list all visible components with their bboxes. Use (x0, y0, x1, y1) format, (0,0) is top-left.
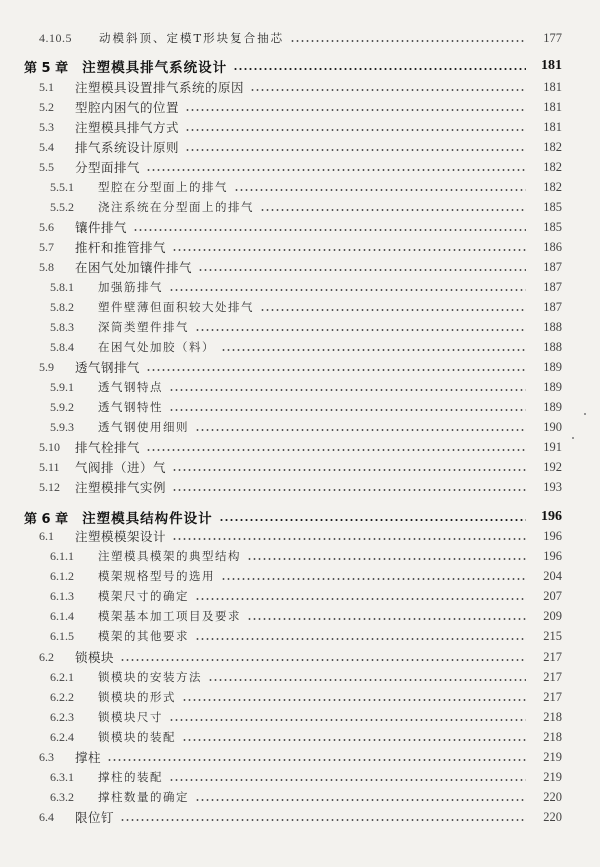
toc-page: 196 (543, 528, 562, 543)
dot-leader (247, 558, 526, 560)
toc-entry-6-1[interactable] (0, 526, 600, 546)
toc-page: 187 (543, 279, 562, 294)
toc-number: 5.7 (39, 239, 54, 254)
paper-speck (572, 437, 574, 439)
toc-entry-5-12[interactable] (0, 477, 600, 497)
toc-entry-6-2-2[interactable] (0, 687, 600, 707)
toc-entry-5-8[interactable] (0, 257, 600, 277)
dot-leader (185, 129, 526, 131)
toc-title: 在困气处加镶件排气 (75, 260, 193, 275)
toc-title: 模架规格型号的选用 (98, 569, 215, 583)
toc-page: 196 (543, 548, 562, 563)
toc-entry-5-11[interactable] (0, 457, 600, 477)
toc-number: 5.8.2 (50, 299, 74, 314)
dot-leader (260, 209, 526, 211)
toc-entry-6-2[interactable] (0, 647, 600, 667)
dot-leader (169, 409, 526, 411)
toc-number: 5.8.3 (50, 319, 74, 334)
dot-leader (198, 269, 526, 271)
toc-title: 在困气处加胶（料） (98, 340, 215, 354)
dot-leader (172, 538, 526, 540)
toc-title: 注塑模模架设计 (75, 529, 167, 544)
dot-leader (247, 618, 526, 620)
dot-leader (172, 489, 526, 491)
toc-number: 6.1.2 (50, 568, 74, 583)
toc-title: 分型面排气 (75, 160, 141, 175)
toc-entry-5-8-3[interactable] (0, 317, 600, 337)
toc-number: 6.2 (39, 649, 54, 664)
toc-title: 注塑模具模架的典型结构 (98, 549, 241, 563)
toc-entry-5-9-3[interactable] (0, 417, 600, 437)
toc-entry-5-10[interactable] (0, 437, 600, 457)
toc-entry-6-1-5[interactable] (0, 626, 600, 646)
toc-number: 5.12 (39, 479, 60, 494)
dot-leader (182, 699, 526, 701)
dot-leader (120, 659, 526, 661)
toc-title: 锁模块尺寸 (98, 710, 163, 724)
toc-entry-5-2[interactable] (0, 97, 600, 117)
dot-leader (195, 638, 526, 640)
toc-title: 注塑模具排气方式 (75, 120, 180, 135)
toc-page: 181 (543, 99, 562, 114)
dot-leader (233, 68, 526, 70)
dot-leader (120, 819, 526, 821)
dot-leader (107, 759, 526, 761)
toc-entry-5-8-4[interactable] (0, 337, 600, 357)
toc-number: 5.5 (39, 159, 54, 174)
dot-leader (195, 429, 526, 431)
toc-page: 192 (543, 459, 562, 474)
toc-page: 215 (543, 628, 562, 643)
dot-leader (290, 40, 526, 42)
toc-title: 动模斜顶、定模T形块复合抽芯 (99, 31, 285, 45)
toc-number: 5.10 (39, 439, 60, 454)
dot-leader (185, 149, 526, 151)
dot-leader (195, 329, 526, 331)
toc-page: 187 (543, 259, 562, 274)
toc-page: 188 (543, 319, 562, 334)
toc-entry-5-5-1[interactable] (0, 177, 600, 197)
toc-page: 217 (543, 669, 562, 684)
toc-number: 6.3 (39, 749, 54, 764)
toc-title: 浇注系统在分型面上的排气 (98, 200, 254, 214)
toc-title: 镶件排气 (75, 220, 128, 235)
dot-leader (250, 89, 526, 91)
toc-entry-5-9-1[interactable] (0, 377, 600, 397)
dot-leader (169, 389, 526, 391)
toc-number: 5.2 (39, 99, 54, 114)
toc-entry-6-3-1[interactable] (0, 767, 600, 787)
dot-leader (221, 578, 526, 580)
toc-number: 5.3 (39, 119, 54, 134)
toc-number: 6.3.1 (50, 769, 74, 784)
toc-number: 6.2.2 (50, 689, 74, 704)
toc-page: 177 (543, 30, 562, 45)
toc-title: 锁模块 (75, 650, 115, 665)
toc-page: 217 (543, 649, 562, 664)
toc-number: 5.9.3 (50, 419, 74, 434)
toc-number: 6.1.4 (50, 608, 74, 623)
toc-page: 207 (543, 588, 562, 603)
toc-page: 186 (543, 239, 562, 254)
toc-number: 6.1.3 (50, 588, 74, 603)
dot-leader (221, 349, 526, 351)
toc-entry-5-4[interactable] (0, 137, 600, 157)
toc-number: 5.8.4 (50, 339, 74, 354)
toc-page: 209 (543, 608, 562, 623)
toc-page: 217 (543, 689, 562, 704)
dot-leader (146, 169, 526, 171)
dot-leader (195, 598, 526, 600)
toc-entry-5-1[interactable] (0, 77, 600, 97)
toc-title: 加强筋排气 (98, 280, 163, 294)
toc-page: 196 (541, 509, 562, 524)
dot-leader (195, 799, 526, 801)
toc-page: 182 (543, 139, 562, 154)
toc-title: 深筒类塑件排气 (98, 320, 189, 334)
toc-title: 注塑模具设置排气系统的原因 (75, 80, 245, 95)
dot-leader (172, 249, 526, 251)
toc-number: 6.3.2 (50, 789, 74, 804)
toc-entry-5-6[interactable] (0, 217, 600, 237)
dot-leader (208, 679, 526, 681)
toc-entry-6-1-4[interactable] (0, 606, 600, 626)
toc-title: 透气钢排气 (75, 360, 141, 375)
toc-page: 220 (543, 789, 562, 804)
toc-title: 推杆和推管排气 (75, 240, 167, 255)
toc-title: 透气钢使用细则 (98, 420, 189, 434)
toc-title: 透气钢特性 (98, 400, 163, 414)
toc-number: 5.1 (39, 79, 54, 94)
toc-title: 透气钢特点 (98, 380, 163, 394)
toc-number: 5.9 (39, 359, 54, 374)
toc-number: 5.8.1 (50, 279, 74, 294)
dot-leader (146, 449, 526, 451)
toc-page: 191 (543, 439, 562, 454)
dot-leader (172, 469, 526, 471)
toc-page: 182 (543, 179, 562, 194)
toc-entry-5-8-1[interactable] (0, 277, 600, 297)
toc-entry-5-8-2[interactable] (0, 297, 600, 317)
toc-title: 模架的其他要求 (98, 629, 189, 643)
toc-entry-4-10-5[interactable] (0, 28, 600, 48)
toc-number: 5.6 (39, 219, 54, 234)
toc-title: 锁模块的安装方法 (98, 670, 202, 684)
toc-number: 6.2.3 (50, 709, 74, 724)
toc-title: 型腔内困气的位置 (75, 100, 180, 115)
dot-leader (146, 369, 526, 371)
toc-page: 185 (543, 199, 562, 214)
toc-entry-6-1-3[interactable] (0, 586, 600, 606)
paper-speck (584, 413, 586, 415)
dot-leader (185, 109, 526, 111)
toc-title: 撑柱 (75, 750, 102, 765)
toc-entry-5-3[interactable] (0, 117, 600, 137)
toc-page: 219 (543, 749, 562, 764)
toc-number: 5.11 (39, 459, 60, 474)
dot-leader (133, 229, 526, 231)
toc-number: 6.1.5 (50, 628, 74, 643)
toc-entry-5-5-2[interactable] (0, 197, 600, 217)
toc-title: 型腔在分型面上的排气 (98, 180, 228, 194)
toc-entry-5-5[interactable] (0, 157, 600, 177)
toc-number: 5.5.2 (50, 199, 74, 214)
toc-title: 排气系统设计原则 (75, 140, 180, 155)
toc-number: 6.4 (39, 809, 54, 824)
toc-page: 187 (543, 299, 562, 314)
toc-page: 182 (543, 159, 562, 174)
dot-leader (169, 289, 526, 291)
toc-page: 181 (543, 79, 562, 94)
toc-entry-6-3[interactable] (0, 747, 600, 767)
toc-title: 注塑模具排气系统设计 (82, 60, 228, 76)
toc-page: 190 (543, 419, 562, 434)
toc-page: 204 (543, 568, 562, 583)
toc-entry-6-2-3[interactable] (0, 707, 600, 727)
toc-number: 第 5 章 (24, 60, 69, 76)
toc-title: 撑柱的装配 (98, 770, 163, 784)
toc-title: 注塑模具结构件设计 (82, 511, 213, 527)
toc-title: 模架尺寸的确定 (98, 589, 189, 603)
toc-entry-6-3-2[interactable] (0, 787, 600, 807)
toc-page: 189 (543, 399, 562, 414)
toc-number: 第 6 章 (24, 511, 69, 527)
dot-leader (169, 779, 526, 781)
toc-page: 219 (543, 769, 562, 784)
toc-chapter-6[interactable] (0, 506, 600, 528)
toc-page: 185 (543, 219, 562, 234)
toc-entry-6-4[interactable] (0, 807, 600, 827)
toc-entry-5-7[interactable] (0, 237, 600, 257)
toc-page: 188 (543, 339, 562, 354)
toc-page: 189 (543, 379, 562, 394)
dot-leader (169, 719, 526, 721)
toc-title: 锁模块的装配 (98, 730, 176, 744)
toc-page: 218 (543, 729, 562, 744)
toc-page: 193 (543, 479, 562, 494)
toc-number: 5.4 (39, 139, 54, 154)
toc-title: 注塑模排气实例 (75, 480, 167, 495)
toc-title: 气阀排（进）气 (75, 460, 167, 475)
toc-page: 181 (541, 58, 562, 73)
toc-page: 218 (543, 709, 562, 724)
toc-number: 5.8 (39, 259, 54, 274)
toc-entry-6-1-1[interactable] (0, 546, 600, 566)
toc-entry-6-1-2[interactable] (0, 566, 600, 586)
dot-leader (234, 189, 526, 191)
toc-number: 6.1 (39, 528, 54, 543)
toc-title: 塑件壁薄但面积较大处排气 (98, 300, 254, 314)
toc-entry-5-9-2[interactable] (0, 397, 600, 417)
toc-title: 排气栓排气 (75, 440, 141, 455)
toc-title: 模架基本加工项目及要求 (98, 609, 241, 623)
dot-leader (182, 739, 526, 741)
toc-number: 6.2.1 (50, 669, 74, 684)
toc-number: 5.9.1 (50, 379, 74, 394)
toc-entry-6-2-4[interactable] (0, 727, 600, 747)
toc-number: 5.5.1 (50, 179, 74, 194)
dot-leader (260, 309, 526, 311)
toc-entry-6-2-1[interactable] (0, 667, 600, 687)
toc-number: 6.2.4 (50, 729, 74, 744)
toc-title: 锁模块的形式 (98, 690, 176, 704)
toc-page: 181 (543, 119, 562, 134)
toc-number: 4.10.5 (39, 30, 72, 45)
dot-leader (219, 519, 526, 521)
toc-page: 189 (543, 359, 562, 374)
toc-title: 撑柱数量的确定 (98, 790, 189, 804)
toc-chapter-5[interactable] (0, 55, 600, 77)
toc-title: 限位钉 (75, 810, 115, 825)
toc-page: 220 (543, 809, 562, 824)
toc-number: 6.1.1 (50, 548, 74, 563)
toc-number: 5.9.2 (50, 399, 74, 414)
toc-entry-5-9[interactable] (0, 357, 600, 377)
